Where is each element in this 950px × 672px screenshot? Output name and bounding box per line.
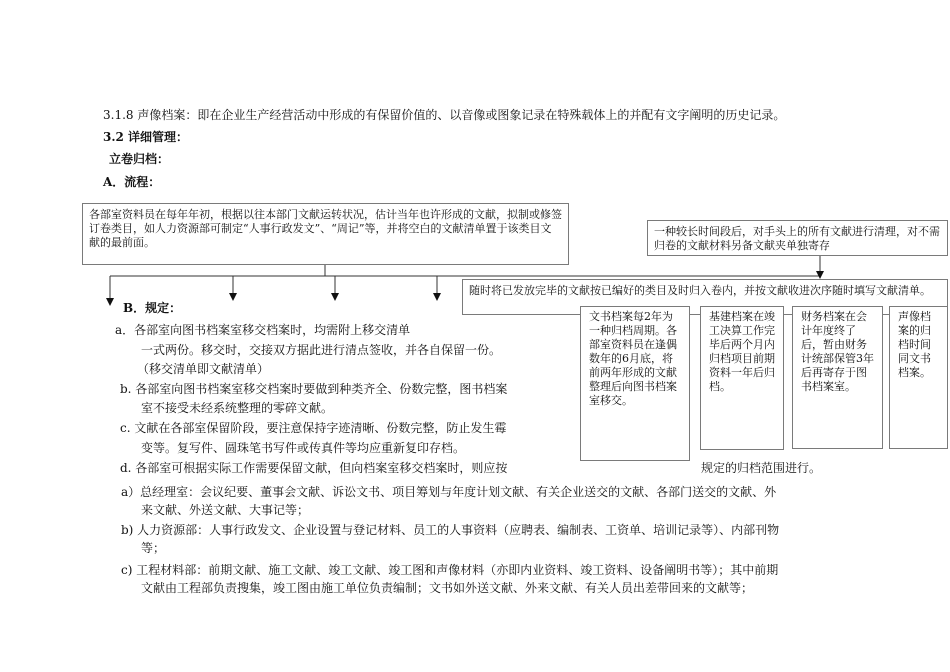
heading-a-flow: A．流程： bbox=[103, 175, 161, 189]
rule-a-line1: a．各部室向图书档案室移交档案时，均需附上移交清单 bbox=[115, 323, 411, 337]
flow-box-periodic-cleanup: 一种较长时间段后，对手头上的所有文献进行清理，对不需归卷的文献材料另备文献夹单独寄存 bbox=[647, 220, 948, 256]
item-a-line1: a）总经理室：会议纪要、董事会文献、诉讼文书、项目筹划与年度计划文献、有关企业送交的文献、各部门送交的文献、外 bbox=[121, 485, 777, 499]
heading-b-rules: B．规定： bbox=[123, 301, 182, 315]
rule-d-line2: 规定的归档范围进行。 bbox=[701, 461, 822, 475]
rule-d-line1: d. 各部室可根据实际工作需要保留文献，但向档案室移交档案时，则应按 bbox=[120, 461, 508, 475]
item-b-line1: b) 人力资源部：人事行政发文、企业设置与登记材料、员工的人事资料（应聘表、编制表、工资单、培训记录等）、内部刊物 bbox=[121, 523, 780, 537]
rule-a-line2: 一式两份。移交时，交接双方据此进行清点签收，并各自保留一份。 bbox=[141, 343, 502, 357]
rule-b-line2: 室不接受未经系统整理的零碎文献。 bbox=[141, 401, 334, 415]
rule-c-line1: c. 文献在各部室保留阶段，要注意保持字迹清晰、份数完整，防止发生霉 bbox=[120, 421, 507, 435]
flow-box-file-in-folder: 随时将已发放完毕的文献按已编好的类目及时归入卷内，并按文献收进次序随时填写文献清单。 bbox=[462, 279, 948, 315]
item-c-line2: 文献由工程部负责搜集，竣工图由施工单位负责编制；文书如外送文献、外来文献、有关人员出差带回来的文献等； bbox=[141, 581, 754, 595]
heading-3-2: 3.2 详细管理： bbox=[103, 130, 189, 144]
item-c-line1: c) 工程材料部：前期文献、施工文献、竣工文献、竣工图和声像材料（亦即内业资料、竣工资料、设备阐明书等）；其中前期 bbox=[121, 563, 779, 577]
archive-col-finance: 财务档案在会计年度终了后，暂由财务计统部保管3年后再寄存于图书档案室。 bbox=[792, 306, 883, 449]
heading-lijuan: 立卷归档： bbox=[109, 152, 170, 166]
item-b-line2: 等； bbox=[141, 541, 166, 555]
flow-box-yearly-plan: 各部室资料员在每年年初，根据以往本部门文献运转状况，估计当年也许形成的文献，拟制或修签订卷类目，如人力资源部可制定“人事行政发文”、“周记”等，并将空白的文献清单置于该类目文献的最前面。 bbox=[82, 203, 569, 265]
archive-col-audio-visual: 声像档案的归档时间同文书档案。 bbox=[889, 306, 948, 449]
item-a-line2: 来文献、外送文献、大事记等； bbox=[141, 503, 310, 517]
rule-a-line3: （移交清单即文献清单） bbox=[137, 362, 270, 376]
archive-col-documents: 文书档案每2年为一种归档周期。各部室资料员在逢偶数年的6月底，将前两年形成的文献整理后向图书档案室移交。 bbox=[580, 306, 690, 461]
rule-c-line2: 变等。复写件、圆珠笔书写件或传真件等均应重新复印存档。 bbox=[141, 441, 466, 455]
rule-b-line1: b. 各部室向图书档案室移交档案时要做到种类齐全、份数完整，图书档案 bbox=[120, 382, 508, 396]
heading-3-1-8: 3.1.8 声像档案：即在企业生产经营活动中形成的有保留价值的、以音像或图象记录在特殊载体上的并配有文字阐明的历史记录。 bbox=[103, 108, 786, 122]
archive-col-construction: 基建档案在竣工决算工作完毕后两个月内归档项目前期资料一年后归档。 bbox=[700, 306, 784, 450]
